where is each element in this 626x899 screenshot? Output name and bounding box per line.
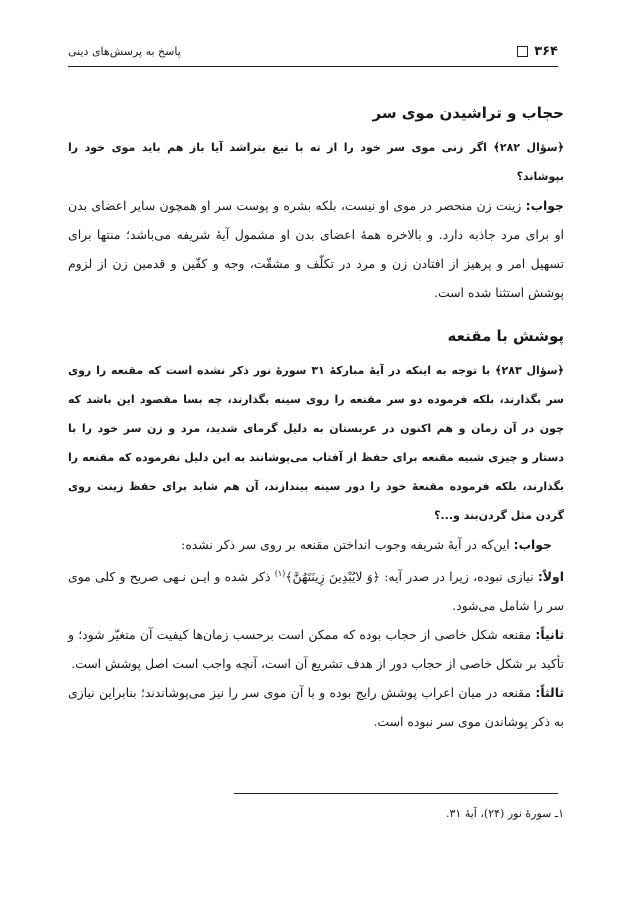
point-label-third: ثالثاً: <box>535 685 564 701</box>
running-title: پاسخ به پرسش‌های دینی <box>68 45 181 58</box>
question-text: اگر زنی موی سر خود را از ته با تیغ بتراشد آیا باز هم باید موی خود را بپوشاند؟ <box>68 141 564 183</box>
answer-point-third <box>68 678 564 736</box>
answer-283-intro <box>68 530 564 559</box>
footnote-ref: (۱) <box>274 569 286 578</box>
question-label: ﴿سؤال ۲۸۳﴾ <box>495 364 564 377</box>
header-rule <box>68 66 558 67</box>
point-text-before: نیازی نبوده، زیرا در صدر آیه: <box>384 569 534 585</box>
point-text: مقنعه شکل خاصی از حجاب بوده که ممکن است برحسب زمان‌ها کیفیت آن متغیّر شود؛ و تأکید بر شکل خاصی از حجاب دور از هدف تشریع آن است، آنچه واجب است اصل پوشش است. <box>68 627 564 672</box>
section-gap <box>68 307 564 327</box>
answer-282 <box>68 191 564 307</box>
page-number-block <box>517 44 558 59</box>
footnote-rule <box>234 793 558 794</box>
question-text: با توجه به اینکه در آیهٔ مبارکهٔ ۳۱ سورهٔ نور ذکر نشده است که مقنعه را روی سر بگذارند، بلکه فرموده دو سر مقنعه را روی سینه بگذارند، چه بسا مقصود این باشد که چون در آن زمان و هم اکنون در عربستان به دلیل گرمای شدید، مرد و زن سر خود را با دستار و چیزی شبیه مقنعه برای حفظ از آفتاب می‌پوشانند به این دلیل نفرموده که مقنعه را بگذارند، بلکه فرموده مقنعهٔ خود را دور سینه بیندازند، آن هم شاید برای حفظ زینت روی گردن مثل گردن‌بند و...؟ <box>68 364 564 522</box>
question-label: ﴿سؤال ۲۸۲﴾ <box>493 141 564 154</box>
square-ornament-icon <box>517 46 528 57</box>
question-283 <box>68 356 564 530</box>
answer-text: زینت زن منحصر در موی او نیست، بلکه بشره و پوست سر او همچون سایر اعضای بدن او برای مرد جاذبه دارد. و بالاخره همهٔ اعضای بدن او مشمول آیهٔ شریفه می‌باشد؛ منتها برای تسهیل امر و پرهیز از افتادن زن و مرد در تکلّف و مشقّت، وجه و کفّین و قدمین زن از لزوم پوشش استثنا شده است. <box>68 198 564 300</box>
point-text: مقنعه در میان اعراب پوشش رایج بوده و با آن موی سر را نیز می‌پوشاندند؛ بنابراین نیازی به ذکر پوشاندن موی سر نبوده است. <box>68 685 564 730</box>
quran-quote: ﴿وَ لايُبْدِينَ زِينَتَهُنَّ﴾ <box>285 569 380 585</box>
answer-point-first <box>68 559 564 620</box>
answer-text: این‌که در آیهٔ شریفه وجوب انداختن مقنعه بر روی سر ذکر نشده: <box>181 537 510 552</box>
point-label-first: اولاً: <box>537 569 564 585</box>
answer-label: جواب: <box>525 198 564 213</box>
page-body <box>68 104 564 736</box>
section-title-hijab-shaving: حجاب و تراشیدن موی سر <box>372 104 564 122</box>
footnote: ۱ـ سورهٔ نور (۲۴)، آیهٔ ۳۱. <box>446 807 564 820</box>
page-header <box>68 42 558 64</box>
section-title-maqnaeh: پوشش با مقنعه <box>447 327 564 345</box>
point-label-second: ثانیاً: <box>535 627 564 643</box>
point-text-after: ذکر شده و ایـن نـهی صریح و کلی موی سر را شامل می‌شود. <box>68 569 564 614</box>
page-number: ۳۶۴ <box>534 44 558 59</box>
answer-label: جواب: <box>513 537 552 552</box>
question-282 <box>68 133 564 191</box>
answer-point-second <box>68 620 564 678</box>
